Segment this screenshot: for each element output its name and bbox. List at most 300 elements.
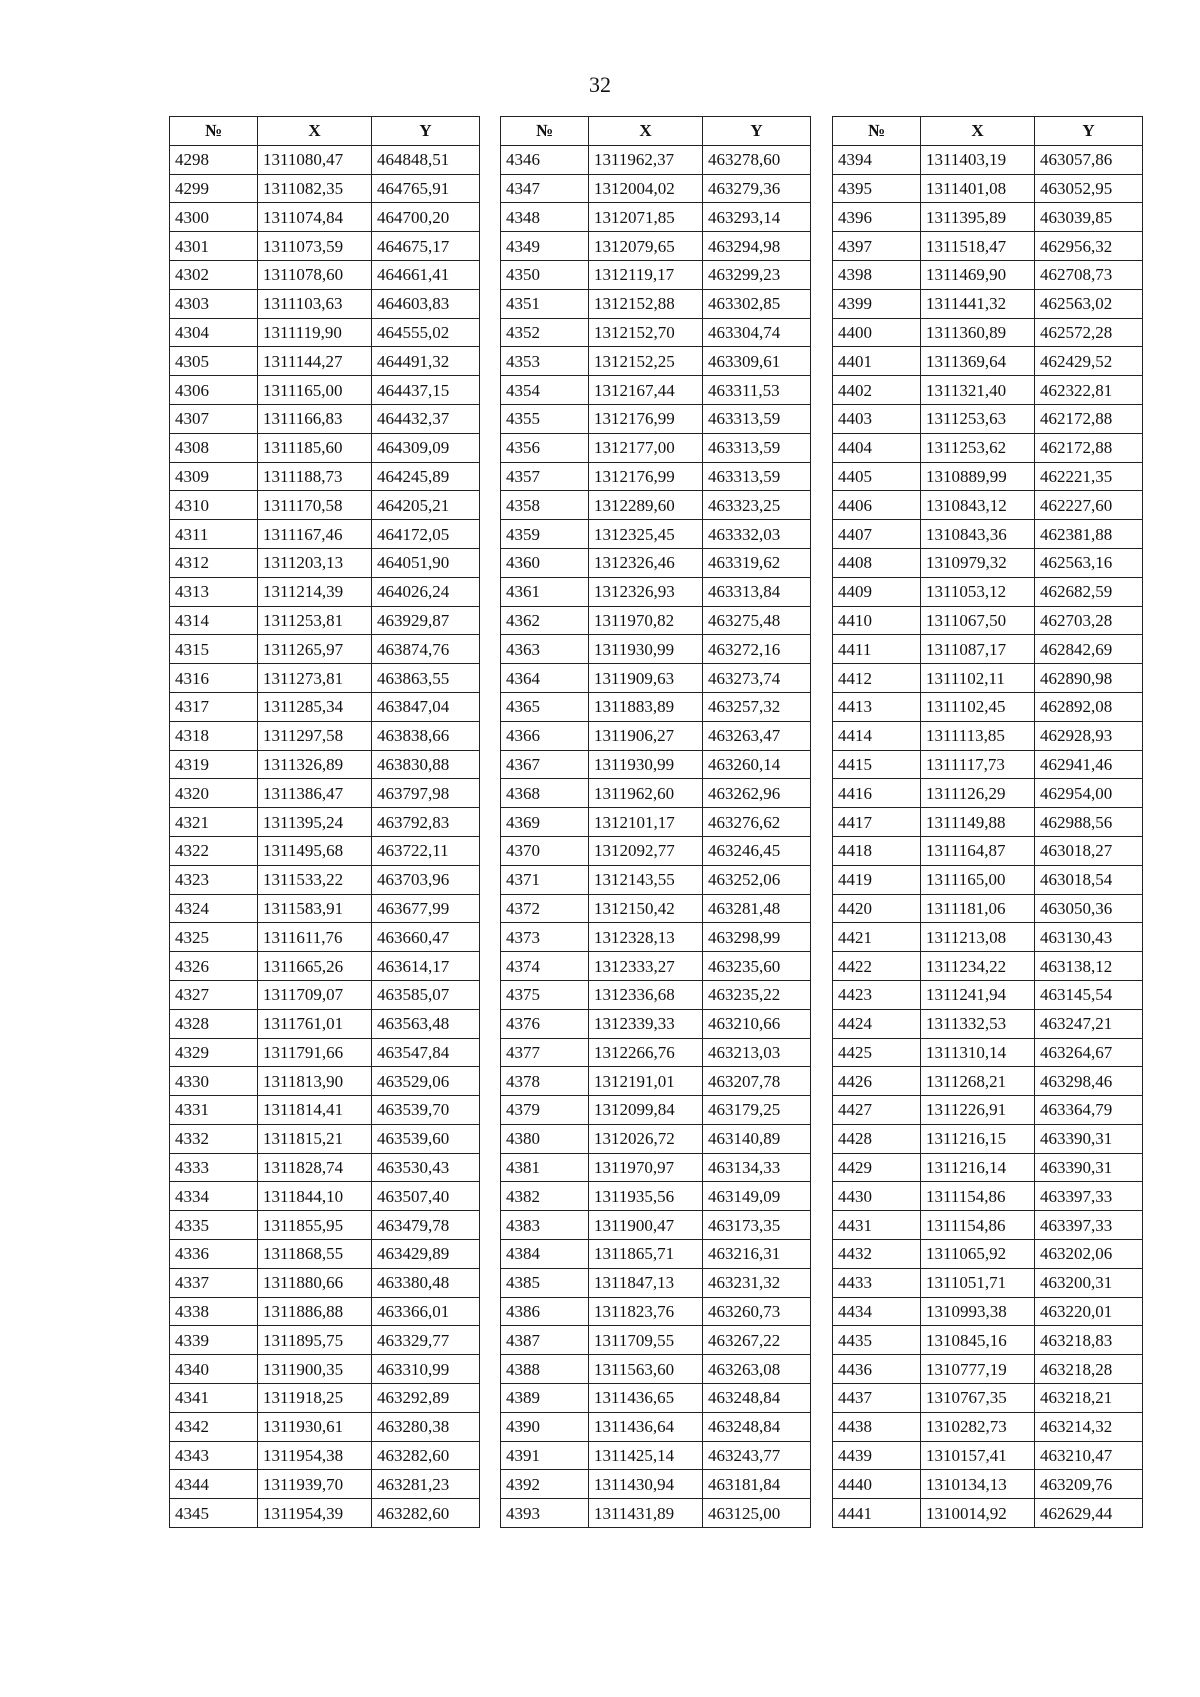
table-row [833,1096,1143,1125]
cell-y: 463847,04 [372,692,480,721]
cell-x: 1311310,14 [921,1038,1035,1067]
cell-y: 462682,59 [1035,577,1143,606]
cell-number: 4336 [170,1240,258,1269]
table-row [833,318,1143,347]
cell-y: 462988,56 [1035,808,1143,837]
cell-x: 1312176,99 [589,404,703,433]
cell-y: 463125,00 [703,1499,811,1528]
cell-y: 463539,70 [372,1096,480,1125]
cell-number: 4433 [833,1268,921,1297]
cell-x: 1311583,91 [258,894,372,923]
cell-x: 1311213,08 [921,923,1035,952]
column-header-x: X [921,117,1035,146]
cell-number: 4299 [170,174,258,203]
cell-number: 4436 [833,1355,921,1384]
cell-y: 464309,09 [372,433,480,462]
cell-y: 463246,45 [703,836,811,865]
table-row [833,203,1143,232]
cell-number: 4356 [501,433,589,462]
table-row [170,836,480,865]
cell-x: 1312266,76 [589,1038,703,1067]
table-row [170,376,480,405]
table-row [833,1384,1143,1413]
cell-x: 1312289,60 [589,491,703,520]
cell-x: 1311297,58 [258,721,372,750]
cell-number: 4318 [170,721,258,750]
cell-number: 4399 [833,289,921,318]
cell-y: 463830,88 [372,750,480,779]
cell-y: 462572,28 [1035,318,1143,347]
table-row [170,174,480,203]
cell-x: 1311117,73 [921,750,1035,779]
table-row [501,462,811,491]
cell-number: 4429 [833,1153,921,1182]
cell-number: 4317 [170,692,258,721]
cell-y: 463210,66 [703,1009,811,1038]
cell-number: 4347 [501,174,589,203]
cell-y: 463332,03 [703,520,811,549]
page-number: 32 [589,72,611,97]
table-row [170,1384,480,1413]
cell-x: 1311214,39 [258,577,372,606]
cell-y: 463130,43 [1035,923,1143,952]
table-row [501,1384,811,1413]
cell-x: 1311962,37 [589,145,703,174]
cell-y: 463539,60 [372,1124,480,1153]
cell-y: 462928,93 [1035,721,1143,750]
cell-x: 1311165,00 [921,865,1035,894]
cell-number: 4364 [501,664,589,693]
cell-x: 1312071,85 [589,203,703,232]
cell-x: 1311234,22 [921,952,1035,981]
table-row [833,1124,1143,1153]
cell-x: 1311518,47 [921,232,1035,261]
cell-y: 462708,73 [1035,260,1143,289]
cell-y: 463282,60 [372,1499,480,1528]
table-row [833,952,1143,981]
cell-x: 1311930,99 [589,750,703,779]
table-row [501,1153,811,1182]
cell-x: 1311828,74 [258,1153,372,1182]
table-row [170,433,480,462]
coordinates-table-1 [169,116,480,1528]
cell-x: 1311823,76 [589,1297,703,1326]
table-row [501,347,811,376]
table-row [170,1182,480,1211]
cell-y: 463874,76 [372,635,480,664]
cell-x: 1311970,82 [589,606,703,635]
cell-y: 463276,62 [703,808,811,837]
cell-y: 463390,31 [1035,1153,1143,1182]
cell-x: 1311970,97 [589,1153,703,1182]
cell-number: 4348 [501,203,589,232]
column-header-x: X [589,117,703,146]
cell-number: 4416 [833,779,921,808]
cell-x: 1311495,68 [258,836,372,865]
cell-number: 4431 [833,1211,921,1240]
table-row [501,433,811,462]
cell-y: 463213,03 [703,1038,811,1067]
table-row [170,923,480,952]
cell-number: 4311 [170,520,258,549]
table-row [170,1470,480,1499]
cell-y: 463050,36 [1035,894,1143,923]
cell-y: 463181,84 [703,1470,811,1499]
cell-number: 4386 [501,1297,589,1326]
cell-number: 4303 [170,289,258,318]
cell-number: 4400 [833,318,921,347]
cell-number: 4411 [833,635,921,664]
table-row [833,491,1143,520]
cell-number: 4391 [501,1441,589,1470]
cell-y: 463313,59 [703,404,811,433]
cell-x: 1311113,85 [921,721,1035,750]
column-header-y: Y [372,117,480,146]
table-row [833,1038,1143,1067]
cell-y: 463292,89 [372,1384,480,1413]
cell-y: 464026,24 [372,577,480,606]
table-row [170,808,480,837]
table-row [833,1268,1143,1297]
table-row [170,1355,480,1384]
cell-x: 1311791,66 [258,1038,372,1067]
cell-y: 462381,88 [1035,520,1143,549]
table-row [501,1412,811,1441]
cell-number: 4440 [833,1470,921,1499]
table-row [833,347,1143,376]
cell-number: 4341 [170,1384,258,1413]
cell-y: 463281,48 [703,894,811,923]
cell-number: 4412 [833,664,921,693]
cell-x: 1311436,65 [589,1384,703,1413]
cell-number: 4344 [170,1470,258,1499]
table-row [170,664,480,693]
cell-y: 463220,01 [1035,1297,1143,1326]
table-row [833,577,1143,606]
cell-number: 4328 [170,1009,258,1038]
cell-number: 4389 [501,1384,589,1413]
cell-x: 1311360,89 [921,318,1035,347]
cell-y: 463507,40 [372,1182,480,1211]
table-row [833,692,1143,721]
cell-x: 1311103,63 [258,289,372,318]
table-row [170,232,480,261]
cell-number: 4402 [833,376,921,405]
cell-number: 4298 [170,145,258,174]
table-row [501,1297,811,1326]
cell-number: 4314 [170,606,258,635]
cell-x: 1311067,50 [921,606,1035,635]
cell-number: 4345 [170,1499,258,1528]
table-row [170,750,480,779]
cell-number: 4319 [170,750,258,779]
cell-number: 4343 [170,1441,258,1470]
table-row [501,145,811,174]
cell-y: 463052,95 [1035,174,1143,203]
cell-x: 1312177,00 [589,433,703,462]
cell-y: 463397,33 [1035,1182,1143,1211]
column-header-y: Y [1035,117,1143,146]
cell-x: 1310157,41 [921,1441,1035,1470]
cell-number: 4407 [833,520,921,549]
cell-number: 4349 [501,232,589,261]
table-row [170,577,480,606]
cell-number: 4378 [501,1067,589,1096]
cell-x: 1311868,55 [258,1240,372,1269]
cell-x: 1311563,60 [589,1355,703,1384]
cell-number: 4316 [170,664,258,693]
cell-number: 4401 [833,347,921,376]
cell-number: 4376 [501,1009,589,1038]
cell-y: 463247,21 [1035,1009,1143,1038]
cell-number: 4414 [833,721,921,750]
cell-x: 1311164,87 [921,836,1035,865]
cell-x: 1311865,71 [589,1240,703,1269]
cell-number: 4321 [170,808,258,837]
cell-y: 463218,28 [1035,1355,1143,1384]
cell-y: 463173,35 [703,1211,811,1240]
table-row [833,1412,1143,1441]
cell-number: 4305 [170,347,258,376]
cell-x: 1312325,45 [589,520,703,549]
cell-number: 4362 [501,606,589,635]
cell-x: 1311665,26 [258,952,372,981]
cell-number: 4335 [170,1211,258,1240]
cell-x: 1310843,12 [921,491,1035,520]
cell-y: 463614,17 [372,952,480,981]
table-row [501,721,811,750]
table-row [501,1499,811,1528]
cell-number: 4404 [833,433,921,462]
table-row [833,376,1143,405]
cell-y: 463929,87 [372,606,480,635]
cell-x: 1311909,63 [589,664,703,693]
cell-number: 4313 [170,577,258,606]
cell-x: 1311883,89 [589,692,703,721]
cell-y: 463260,14 [703,750,811,779]
cell-y: 463547,84 [372,1038,480,1067]
cell-x: 1311880,66 [258,1268,372,1297]
table-row [833,260,1143,289]
cell-x: 1311935,56 [589,1182,703,1211]
cell-x: 1312079,65 [589,232,703,261]
cell-number: 4434 [833,1297,921,1326]
cell-y: 463039,85 [1035,203,1143,232]
cell-x: 1311273,81 [258,664,372,693]
cell-x: 1310014,92 [921,1499,1035,1528]
cell-number: 4385 [501,1268,589,1297]
table-row [501,1470,811,1499]
coordinates-table-3 [832,116,1143,1528]
cell-number: 4372 [501,894,589,923]
table-row [501,1268,811,1297]
cell-x: 1311533,22 [258,865,372,894]
cell-number: 4334 [170,1182,258,1211]
table-row [833,174,1143,203]
cell-x: 1311170,58 [258,491,372,520]
cell-x: 1310767,35 [921,1384,1035,1413]
cell-x: 1311886,88 [258,1297,372,1326]
cell-y: 463585,07 [372,980,480,1009]
table-row [501,894,811,923]
table-row [833,894,1143,923]
cell-y: 464765,91 [372,174,480,203]
table-row [833,145,1143,174]
cell-y: 463202,06 [1035,1240,1143,1269]
cell-y: 463364,79 [1035,1096,1143,1125]
cell-number: 4424 [833,1009,921,1038]
cell-x: 1311073,59 [258,232,372,261]
table-row [501,980,811,1009]
cell-x: 1311285,34 [258,692,372,721]
cell-x: 1311847,13 [589,1268,703,1297]
cell-x: 1310282,73 [921,1412,1035,1441]
cell-x: 1311939,70 [258,1470,372,1499]
table-row [501,1211,811,1240]
table-row [170,1326,480,1355]
cell-number: 4409 [833,577,921,606]
cell-y: 463252,06 [703,865,811,894]
cell-number: 4355 [501,404,589,433]
cell-y: 464205,21 [372,491,480,520]
cell-number: 4329 [170,1038,258,1067]
cell-y: 463263,47 [703,721,811,750]
cell-y: 462842,69 [1035,635,1143,664]
cell-y: 463281,23 [372,1470,480,1499]
table-row [833,1211,1143,1240]
table-row [170,980,480,1009]
cell-y: 463329,77 [372,1326,480,1355]
cell-y: 463323,25 [703,491,811,520]
cell-x: 1311188,73 [258,462,372,491]
cell-x: 1310845,16 [921,1326,1035,1355]
cell-y: 463273,74 [703,664,811,693]
cell-y: 462563,16 [1035,548,1143,577]
column-header-y: Y [703,117,811,146]
cell-x: 1311895,75 [258,1326,372,1355]
cell-number: 4326 [170,952,258,981]
cell-number: 4327 [170,980,258,1009]
cell-x: 1311265,97 [258,635,372,664]
cell-number: 4368 [501,779,589,808]
cell-number: 4324 [170,894,258,923]
cell-y: 463390,31 [1035,1124,1143,1153]
table-row [833,232,1143,261]
table-row [833,1009,1143,1038]
coordinates-table-2 [500,116,811,1528]
cell-number: 4302 [170,260,258,289]
table-row [501,952,811,981]
cell-number: 4339 [170,1326,258,1355]
cell-y: 463235,60 [703,952,811,981]
table-row [170,289,480,318]
cell-number: 4406 [833,491,921,520]
cell-number: 4432 [833,1240,921,1269]
cell-y: 463838,66 [372,721,480,750]
cell-y: 463216,31 [703,1240,811,1269]
table-row [833,1326,1143,1355]
cell-y: 464555,02 [372,318,480,347]
cell-y: 463703,96 [372,865,480,894]
cell-x: 1311226,91 [921,1096,1035,1125]
cell-number: 4388 [501,1355,589,1384]
cell-number: 4380 [501,1124,589,1153]
cell-number: 4413 [833,692,921,721]
cell-y: 463298,99 [703,923,811,952]
cell-y: 463309,61 [703,347,811,376]
table-row [501,548,811,577]
cell-number: 4390 [501,1412,589,1441]
table-row [170,1240,480,1269]
cell-x: 1311395,24 [258,808,372,837]
table-row [501,260,811,289]
cell-y: 462890,98 [1035,664,1143,693]
cell-number: 4377 [501,1038,589,1067]
cell-x: 1311425,14 [589,1441,703,1470]
cell-x: 1311332,53 [921,1009,1035,1038]
cell-number: 4395 [833,174,921,203]
cell-y: 463304,74 [703,318,811,347]
table-header-row [833,117,1143,146]
cell-x: 1312176,99 [589,462,703,491]
cell-number: 4309 [170,462,258,491]
cell-y: 463210,47 [1035,1441,1143,1470]
table-row [833,1470,1143,1499]
cell-x: 1311761,01 [258,1009,372,1038]
table-row [170,1009,480,1038]
cell-x: 1312326,93 [589,577,703,606]
cell-y: 463311,53 [703,376,811,405]
cell-number: 4350 [501,260,589,289]
table-row [501,808,811,837]
table-row [833,289,1143,318]
table-row [501,836,811,865]
table-row [170,1096,480,1125]
cell-number: 4306 [170,376,258,405]
cell-number: 4382 [501,1182,589,1211]
cell-y: 463149,09 [703,1182,811,1211]
table-row [501,1096,811,1125]
cell-number: 4373 [501,923,589,952]
cell-number: 4374 [501,952,589,981]
cell-number: 4387 [501,1326,589,1355]
cell-number: 4365 [501,692,589,721]
cell-x: 1311709,07 [258,980,372,1009]
cell-x: 1311401,08 [921,174,1035,203]
cell-y: 463018,27 [1035,836,1143,865]
cell-x: 1310777,19 [921,1355,1035,1384]
table-row [501,692,811,721]
cell-number: 4338 [170,1297,258,1326]
cell-number: 4384 [501,1240,589,1269]
cell-x: 1312004,02 [589,174,703,203]
table-row [501,318,811,347]
table-row [833,779,1143,808]
cell-x: 1311087,17 [921,635,1035,664]
cell-x: 1311144,27 [258,347,372,376]
cell-number: 4428 [833,1124,921,1153]
cell-number: 4322 [170,836,258,865]
cell-y: 463275,48 [703,606,811,635]
cell-x: 1311241,94 [921,980,1035,1009]
cell-x: 1311815,21 [258,1124,372,1153]
cell-y: 463278,60 [703,145,811,174]
cell-y: 464432,37 [372,404,480,433]
cell-y: 463209,76 [1035,1470,1143,1499]
table-row [501,923,811,952]
table-row [833,548,1143,577]
cell-y: 463397,33 [1035,1211,1143,1240]
